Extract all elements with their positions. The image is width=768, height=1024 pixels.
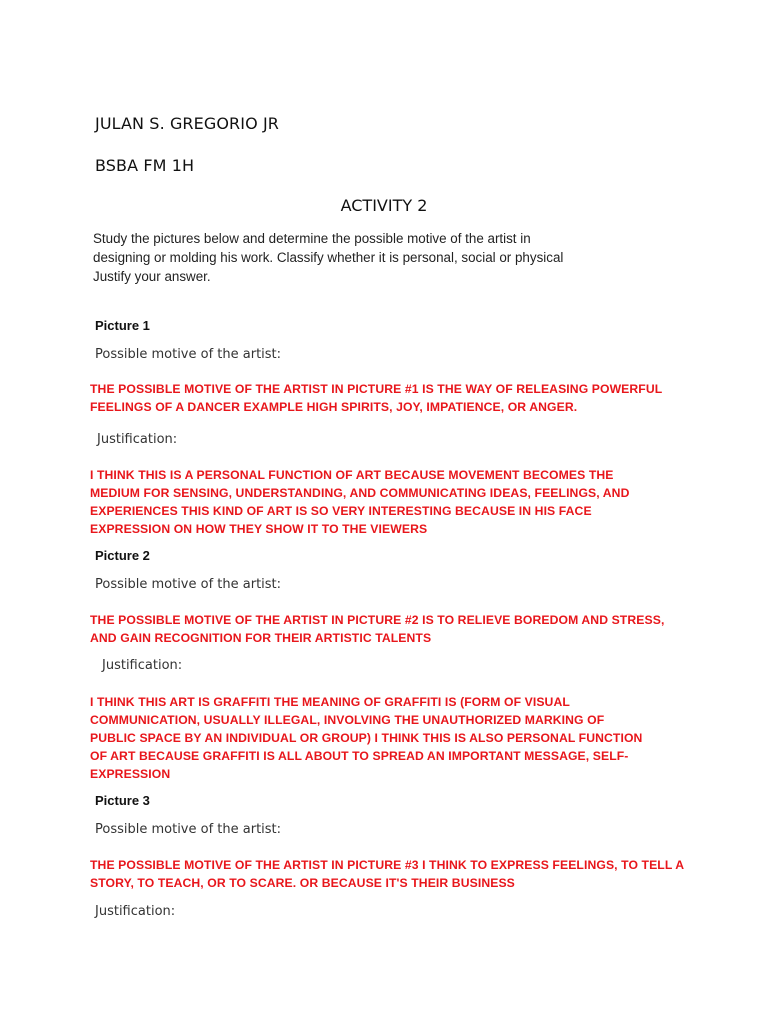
picture-3-heading: Picture 3 [95,793,150,808]
picture-2-justification-label: Justification: [102,658,183,673]
picture-1-justification-label: Justification: [97,432,178,447]
answer-line: EXPERIENCES THIS KIND OF ART IS SO VERY INTERESTING BECAUSE IN HIS FACE [90,504,592,518]
answer-line: MEDIUM FOR SENSING, UNDERSTANDING, AND COMMUNICATING IDEAS, FEELINGS, AND [90,486,630,500]
picture-2-heading: Picture 2 [95,548,150,563]
answer-line: FEELINGS OF A DANCER EXAMPLE HIGH SPIRITS, JOY, IMPATIENCE, OR ANGER. [90,400,578,414]
picture-3-justification-label: Justification: [95,904,176,919]
picture-1-heading: Picture 1 [95,318,150,333]
answer-line: I THINK THIS ART IS GRAFFITI THE MEANING OF GRAFFITI IS (FORM OF VISUAL [90,695,570,709]
picture-1-motive-label: Possible motive of the artist: [95,347,282,362]
instructions [93,229,653,286]
answer-line: THE POSSIBLE MOTIVE OF THE ARTIST IN PICTURE #1 IS THE WAY OF RELEASING POWERFUL [90,382,663,396]
activity-title: ACTIVITY 2 [340,196,428,215]
answer-line: THE POSSIBLE MOTIVE OF THE ARTIST IN PICTURE #2 IS TO RELIEVE BOREDOM AND STRESS, [90,613,665,627]
picture-2-justification-answer [90,693,690,783]
answer-line: COMMUNICATION, USUALLY ILLEGAL, INVOLVING THE UNAUTHORIZED MARKING OF [90,713,605,727]
answer-line: EXPRESSION ON HOW THEY SHOW IT TO THE VIEWERS [90,522,428,536]
picture-3-motive-answer [90,856,690,892]
answer-line: THE POSSIBLE MOTIVE OF THE ARTIST IN PICTURE #3 I THINK TO EXPRESS FEELINGS, TO TELL A [90,858,685,872]
answer-line: STORY, TO TEACH, OR TO SCARE. OR BECAUSE IT'S THEIR BUSINESS [90,876,515,890]
picture-2-motive-answer [90,611,690,647]
picture-1-justification-answer [90,466,690,538]
instructions-line: designing or molding his work. Classify whether it is personal, social or physical [93,250,564,265]
answer-line: I THINK THIS IS A PERSONAL FUNCTION OF ART BECAUSE MOVEMENT BECOMES THE [90,468,614,482]
answer-line: EXPRESSION [90,767,171,781]
answer-line: AND GAIN RECOGNITION FOR THEIR ARTISTIC TALENTS [90,631,432,645]
instructions-line: Study the pictures below and determine the possible motive of the artist in [93,231,531,246]
answer-line: OF ART BECAUSE GRAFFITI IS ALL ABOUT TO SPREAD AN IMPORTANT MESSAGE, SELF- [90,749,629,763]
picture-3-motive-label: Possible motive of the artist: [95,822,282,837]
student-name: JULAN S. GREGORIO JR [95,114,280,133]
picture-2-motive-label: Possible motive of the artist: [95,577,282,592]
answer-line: PUBLIC SPACE BY AN INDIVIDUAL OR GROUP) I THINK THIS IS ALSO PERSONAL FUNCTION [90,731,643,745]
picture-1-motive-answer [90,380,690,416]
instructions-line: Justify your answer. [93,269,211,284]
student-course: BSBA FM 1H [95,156,195,175]
